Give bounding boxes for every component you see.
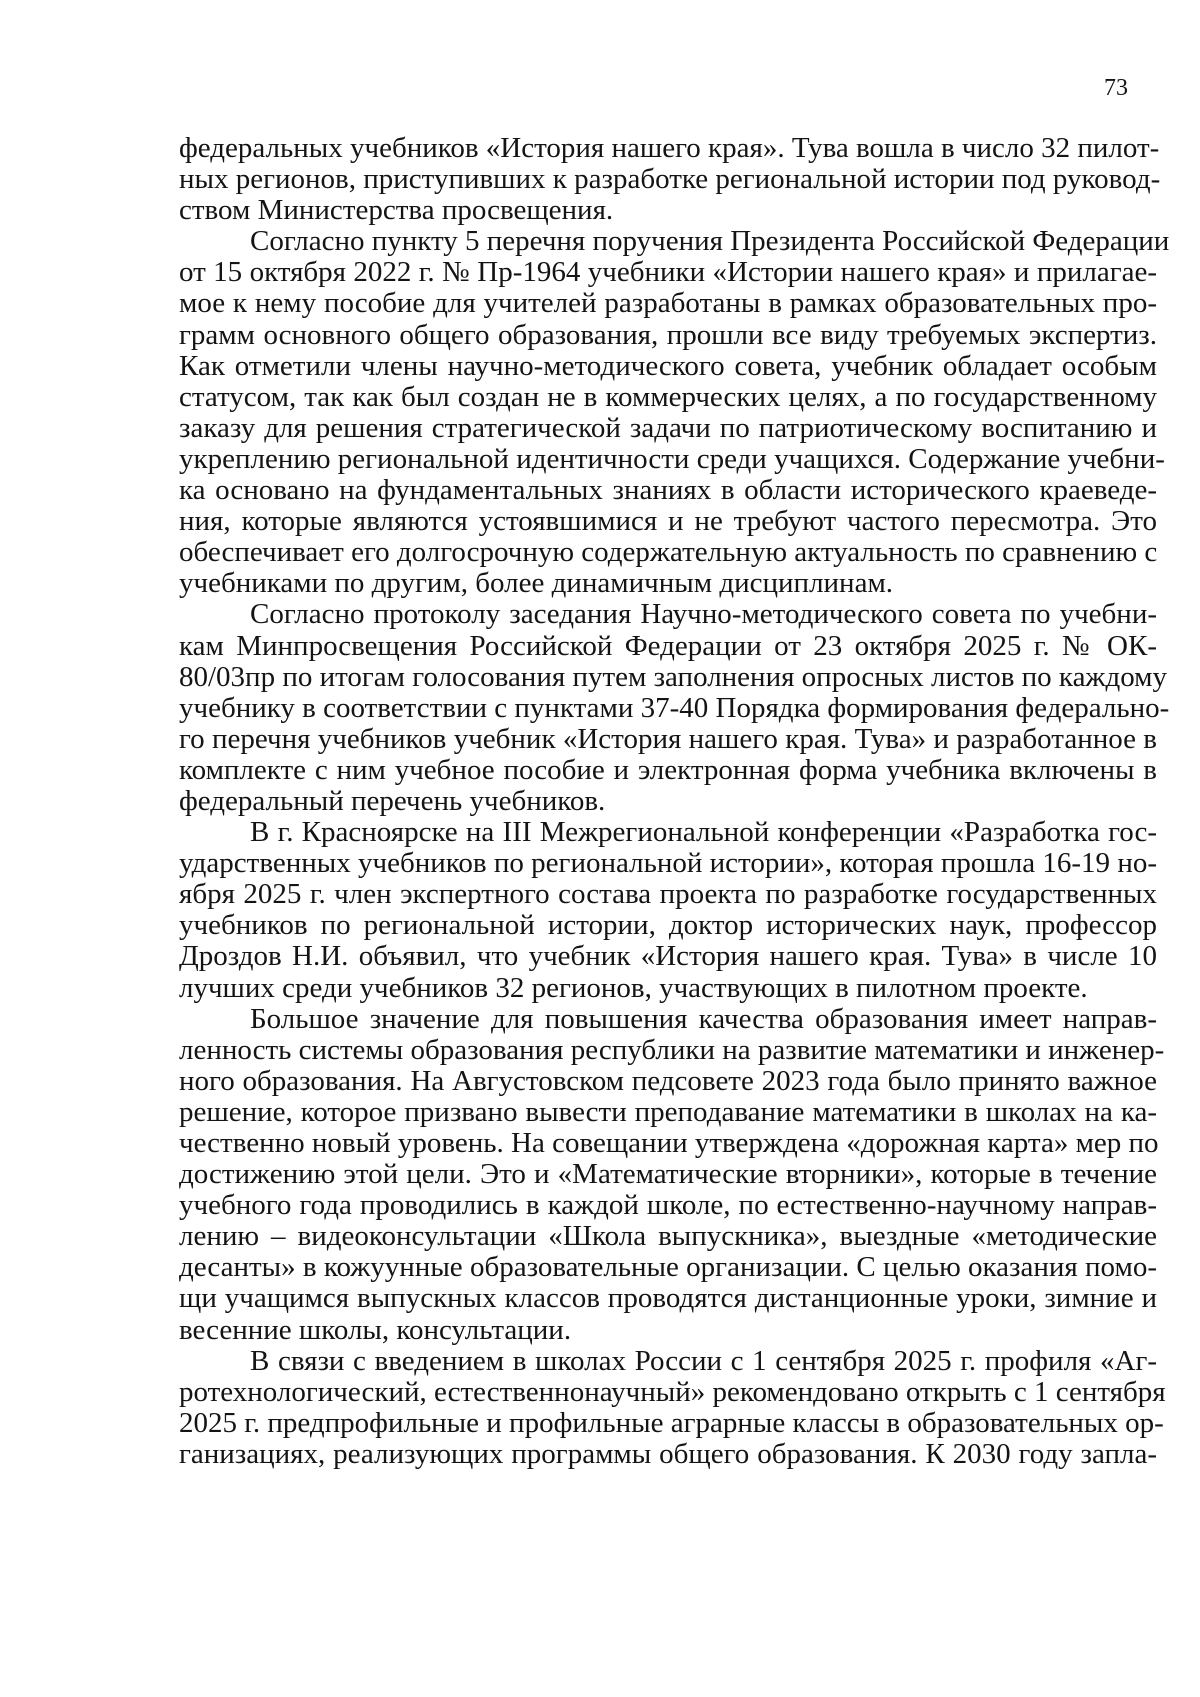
text-line: достижению этой цели. Это и «Математические вторники», которые в течение	[179, 1158, 1157, 1191]
text-line: лению – видеоконсультации «Школа выпускника», выездные «методические	[179, 1220, 1157, 1253]
text-line: кам Минпросвещения Российской Федерации от 23 октября 2025 г. № ОК-	[179, 629, 1157, 662]
text-line: учебников по региональной истории, доктор исторических наук, профессор	[179, 909, 1157, 942]
text-line: учебного года проводились в каждой школе, по естественно-научному направ-	[179, 1189, 1157, 1222]
text-line: грамм основного общего образования, прошли все виду требуемых экспертиз.	[179, 318, 1157, 351]
text-line: учебнику в соответствии с пунктами 37-40 Порядка формирования федерально-	[179, 691, 1170, 724]
paragraph	[179, 132, 1161, 227]
text-line: ротехнологический, естественнонаучный» рекомендовано открыть с 1 сентября	[179, 1375, 1166, 1408]
text-line: весенние школы, консультации.	[179, 1313, 572, 1346]
text-line: обеспечивает его долгосрочную содержательную актуальность по сравнению с	[179, 536, 1158, 569]
text-line: Согласно пункту 5 перечня поручения Президента Российской Федерации	[250, 225, 1170, 258]
text-line: лучших среди учебников 32 регионов, участвующих в пилотном проекте.	[179, 971, 1088, 1004]
text-line: укреплению региональной идентичности среди учащихся. Содержание учебни-	[179, 442, 1165, 475]
text-line: учебниками по другим, более динамичным дисциплинам.	[179, 567, 894, 600]
text-line: ударственных учебников по региональной истории», которая прошла 16-19 но-	[179, 847, 1157, 880]
paragraph	[179, 598, 1170, 817]
text-line: ния, которые являются устоявшимися и не требуют частого пересмотра. Это	[179, 505, 1157, 538]
text-line: ября 2025 г. член экспертного состава проекта по разработке государственных	[179, 878, 1157, 911]
text-line: ленность системы образования республики на развитие математики и инженер-	[179, 1033, 1165, 1066]
text-line: го перечня учебников учебник «История нашего края. Тува» и разработанное в	[179, 722, 1157, 755]
text-line: от 15 октября 2022 г. № Пр-1964 учебники «Истории нашего края» и прилагае-	[179, 256, 1157, 289]
text-line: ством Министерства просвещения.	[179, 194, 614, 227]
text-line: Как отметили члены научно-методического совета, учебник обладает особым	[179, 349, 1157, 382]
text-line: Согласно протоколу заседания Научно-методического совета по учебни-	[250, 598, 1157, 631]
text-line: чественно новый уровень. На совещании утверждена «дорожная карта» мер по	[179, 1127, 1159, 1159]
text-line: 2025 г. предпрофильные и профильные аграрные классы в образовательных ор-	[179, 1406, 1164, 1439]
text-line: ного образования. На Августовском педсовете 2023 года было принято важное	[179, 1064, 1157, 1097]
text-line: Большое значение для повышения качества образования имеет направ-	[250, 1002, 1157, 1035]
text-line: решение, которое призвано вывести преподавание математики в школах на ка-	[179, 1095, 1157, 1128]
paragraph	[179, 1344, 1166, 1470]
document-body	[179, 132, 1170, 1470]
text-line: В связи с введением в школах России с 1 сентября 2025 г. профиля «Аг-	[250, 1344, 1157, 1377]
text-line: мое к нему пособие для учителей разработаны в рамках образовательных про-	[179, 287, 1157, 320]
paragraph	[179, 817, 1157, 1004]
text-line: федеральных учебников «История нашего края». Тува вошла в число 32 пилот-	[179, 132, 1160, 164]
text-line: щи учащимся выпускных классов проводятся дистанционные уроки, зимние и	[179, 1282, 1157, 1315]
text-line: заказу для решения стратегической задачи по патриотическому воспитанию и	[179, 411, 1157, 444]
text-line: ных регионов, приступивших к разработке региональной истории под руковод-	[179, 163, 1161, 196]
paragraph	[179, 225, 1170, 600]
text-line: В г. Красноярске на III Межрегиональной конференции «Разработка гос-	[250, 816, 1157, 849]
text-line: десанты» в кожуунные образовательные организации. С целью оказания помо-	[179, 1251, 1157, 1284]
text-line: комплекте с ним учебное пособие и электронная форма учебника включены в	[179, 753, 1157, 786]
text-line: статусом, так как был создан не в коммерческих целях, а по государственному	[179, 380, 1157, 413]
paragraph	[179, 1002, 1165, 1346]
text-line: 80/03пр по итогам голосования путем заполнения опросных листов по каждому	[179, 660, 1168, 693]
text-line: ка основано на фундаментальных знаниях в области исторического краеведе-	[179, 474, 1157, 507]
page-number: 73	[1104, 75, 1128, 101]
text-line: Дроздов Н.И. объявил, что учебник «История нашего края. Тува» в числе 10	[179, 940, 1157, 973]
text-line: ганизациях, реализующих программы общего образования. К 2030 году запла-	[179, 1437, 1157, 1470]
text-line: федеральный перечень учебников.	[179, 784, 606, 817]
